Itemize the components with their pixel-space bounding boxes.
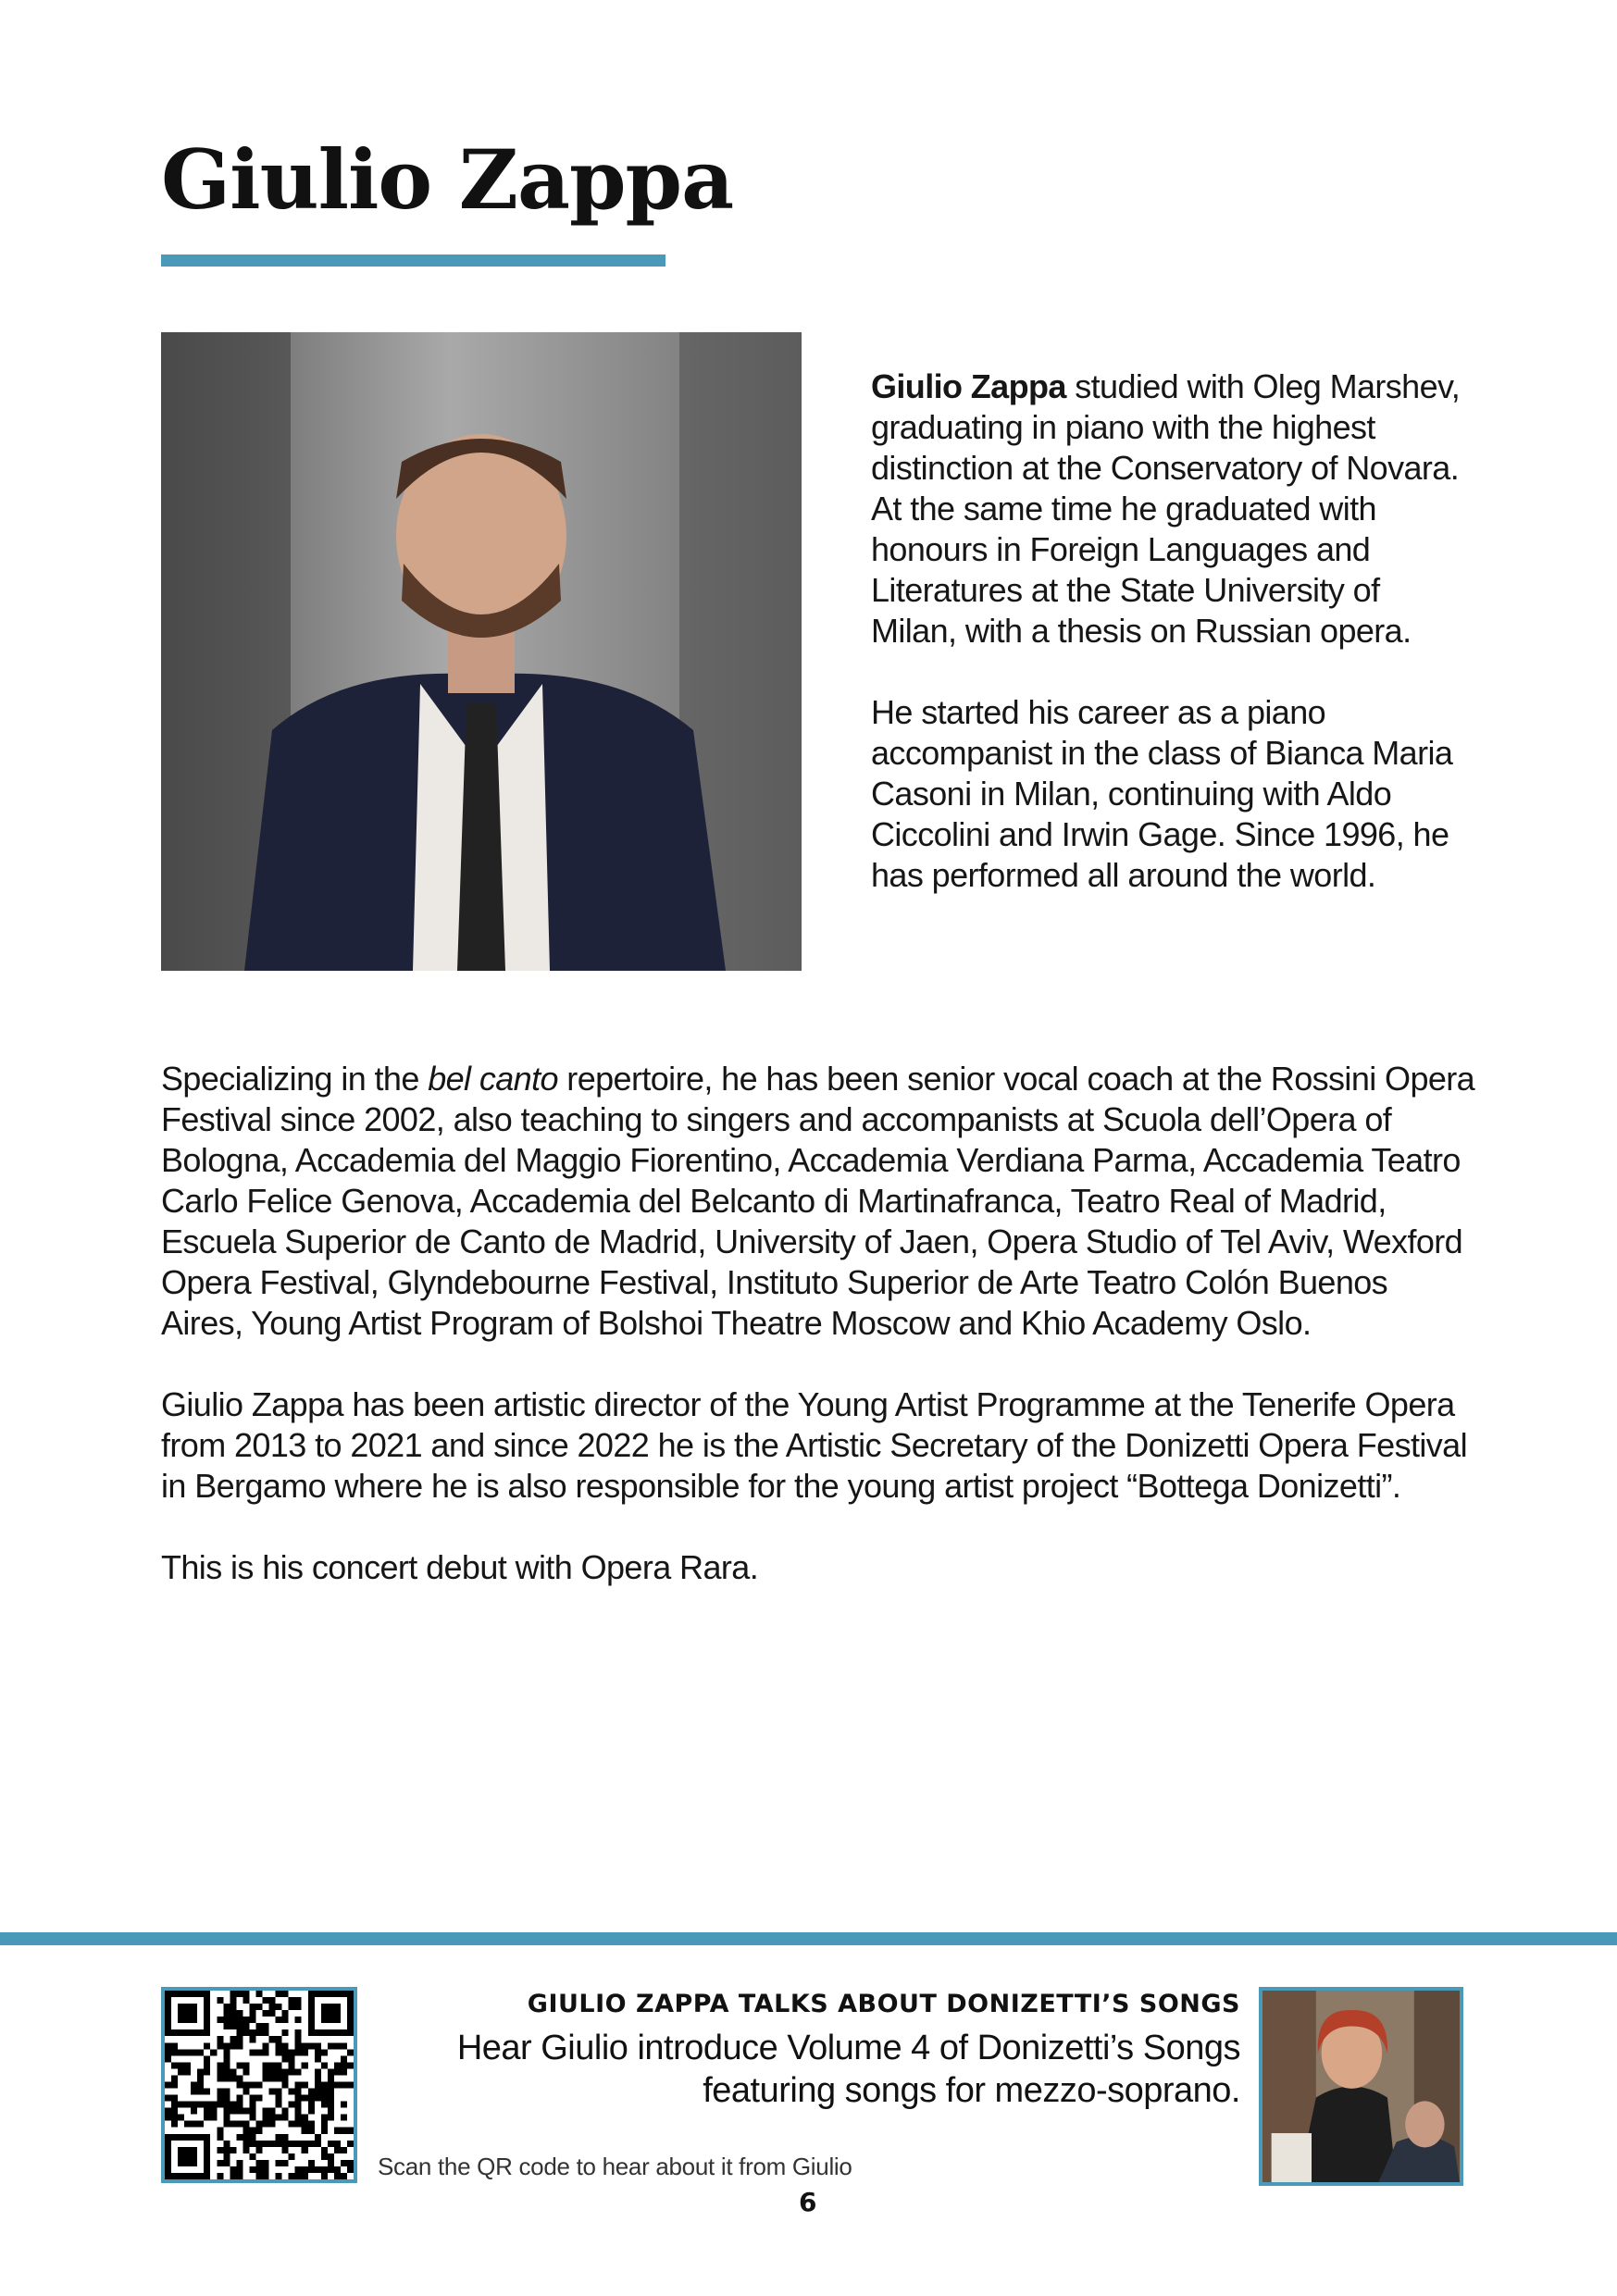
promo-line-1: Hear Giulio introduce Volume 4 of Donizetti’s Songs (456, 2029, 1240, 2067)
bio-paragraph-1-text: studied with Oleg Marshev, graduating in piano with the highest distinction at the Conservatory of Novara. At the same time he graduated with honours in Foreign Languages and Literatures at the State University of Milan, with a thesis on Russian opera. (871, 367, 1461, 650)
scan-caption: Scan the QR code to hear about it from Giulio (378, 2153, 852, 2180)
promo-description (315, 2027, 1240, 2112)
bio-paragraph-2: He started his career as a piano accompanist in the class of Bianca Maria Casoni in Milan, continuing with Aldo Ciccolini and Irwin Gage. Since 1996, he has performed all around the world. (871, 693, 1453, 894)
promo-photo (1259, 1987, 1463, 2186)
bio-paragraph-3 (161, 1059, 1475, 1344)
bio-paragraph-5: This is his concert debut with Opera Rara. (161, 1548, 759, 1586)
page-title: Giulio Zappa (161, 131, 734, 228)
promo-line-2: featuring songs for mezzo-soprano. (703, 2071, 1240, 2110)
page-number: 6 (799, 2187, 817, 2217)
footer-divider (0, 1932, 1617, 1945)
portrait-photo (161, 332, 802, 971)
bio-full-width (161, 1025, 1475, 1621)
bio-paragraph-3-end: repertoire, he has been senior vocal coach at the Rossini Opera Festival since 2002, also teaching to singers and accompanists at Scuola dell’Opera of Bologna, Accademia del Maggio Fiorentino, Accademia Verdiana Parma, Accademia Teatro Carlo Felice Genova, Accademia del Belcanto di Martinafranca, Teatro Real of Madrid, Escuela Superior de Canto de Madrid, University of Jaen, Opera Studio of Tel Aviv, Wexford Opera Festival, Glyndebourne Festival, Instituto Superior de Arte Teatro Colón Buenos Aires, Young Artist Program of Bolshoi Theatre Moscow and Khio Academy Oslo. (161, 1060, 1475, 1342)
title-underline (161, 254, 665, 267)
promo-heading: GIULIO ZAPPA TALKS ABOUT DONIZETTI’S SONGS (527, 1990, 1240, 2018)
bio-name-bold: Giulio Zappa (871, 367, 1066, 405)
bio-intro-column (871, 333, 1463, 929)
bio-paragraph-1 (871, 366, 1463, 652)
bio-paragraph-4: Giulio Zappa has been artistic director of the Young Artist Programme at the Tenerife Opera from 2013 to 2021 and since 2022 he is the Artistic Secretary of the Donizetti Opera Festival in Bergamo where he is also responsible for the young artist project “Bottega Donizetti”. (161, 1385, 1467, 1505)
bio-paragraph-3-start: Specializing in the (161, 1060, 429, 1098)
bio-italic-term: bel canto (428, 1060, 558, 1098)
